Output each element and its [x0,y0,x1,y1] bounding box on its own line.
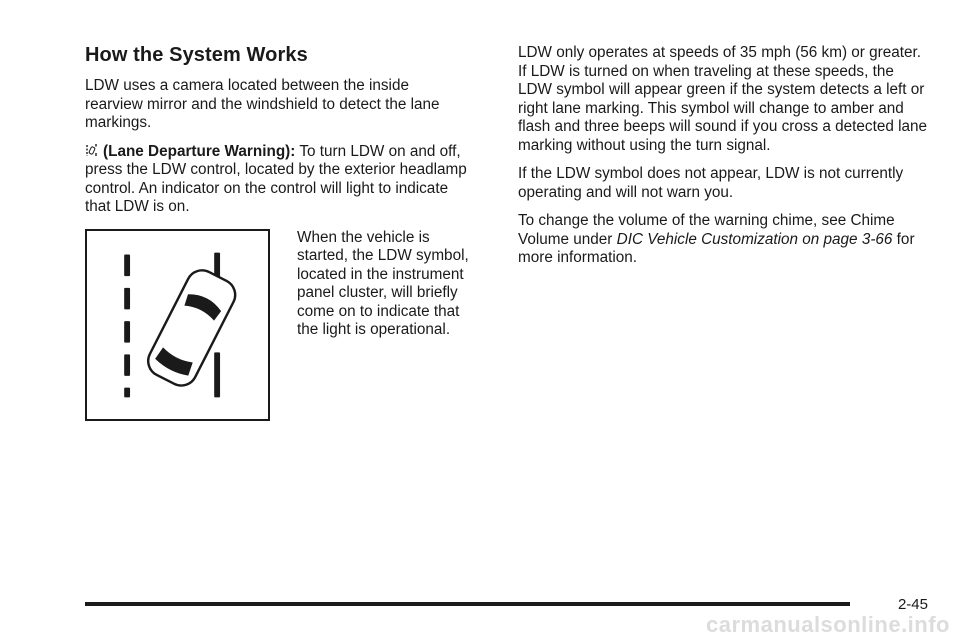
symbol-absent-paragraph: If the LDW symbol does not appear, LDW is not currently operating and will not warn you. [518,165,904,201]
watermark: carmanualsonline.info [706,612,950,637]
chime-paragraph: To change the volume of the warning chime, see Chime Volume under DIC Vehicle Customization on page 3-66 for more information. [518,212,915,266]
lane-departure-symbol-icon [87,231,268,419]
figure-row [85,229,470,429]
speed-paragraph: LDW only operates at speeds of 35 mph (56 km) or greater. If LDW is turned on when traveling at these speeds, the LDW symbol will appear green if the system detects a left or right lane marking. This symbol will change to amber and flash and three beeps will sound if you cross a detected lane marking without using the turn signal. [518,44,928,154]
ldw-text: To turn LDW on and off, press the LDW control, located by the exterior headlamp control. An indicator on the control will light to indicate that LDW is on. [85,142,467,215]
page-number: 2-45 [897,596,928,613]
intro-paragraph: LDW uses a camera located between the inside rearview mirror and the windshield to detect the lane markings. [85,77,440,131]
right-column [518,44,928,278]
lane-departure-icon [85,143,99,157]
lane-departure-symbol-figure [85,229,270,421]
ldw-label: (Lane Departure Warning): [103,142,296,160]
ldw-paragraph [85,143,470,217]
section-heading: How the System Works [85,44,308,66]
cross-reference-link[interactable]: DIC Vehicle Customization on page 3-66 [616,230,893,248]
footer-rule [85,602,850,606]
figure-caption: When the vehicle is started, the LDW symbol, located in the instrument panel cluster, will briefly come on to indicate that the light is operational. [297,228,469,338]
left-column [85,44,470,429]
